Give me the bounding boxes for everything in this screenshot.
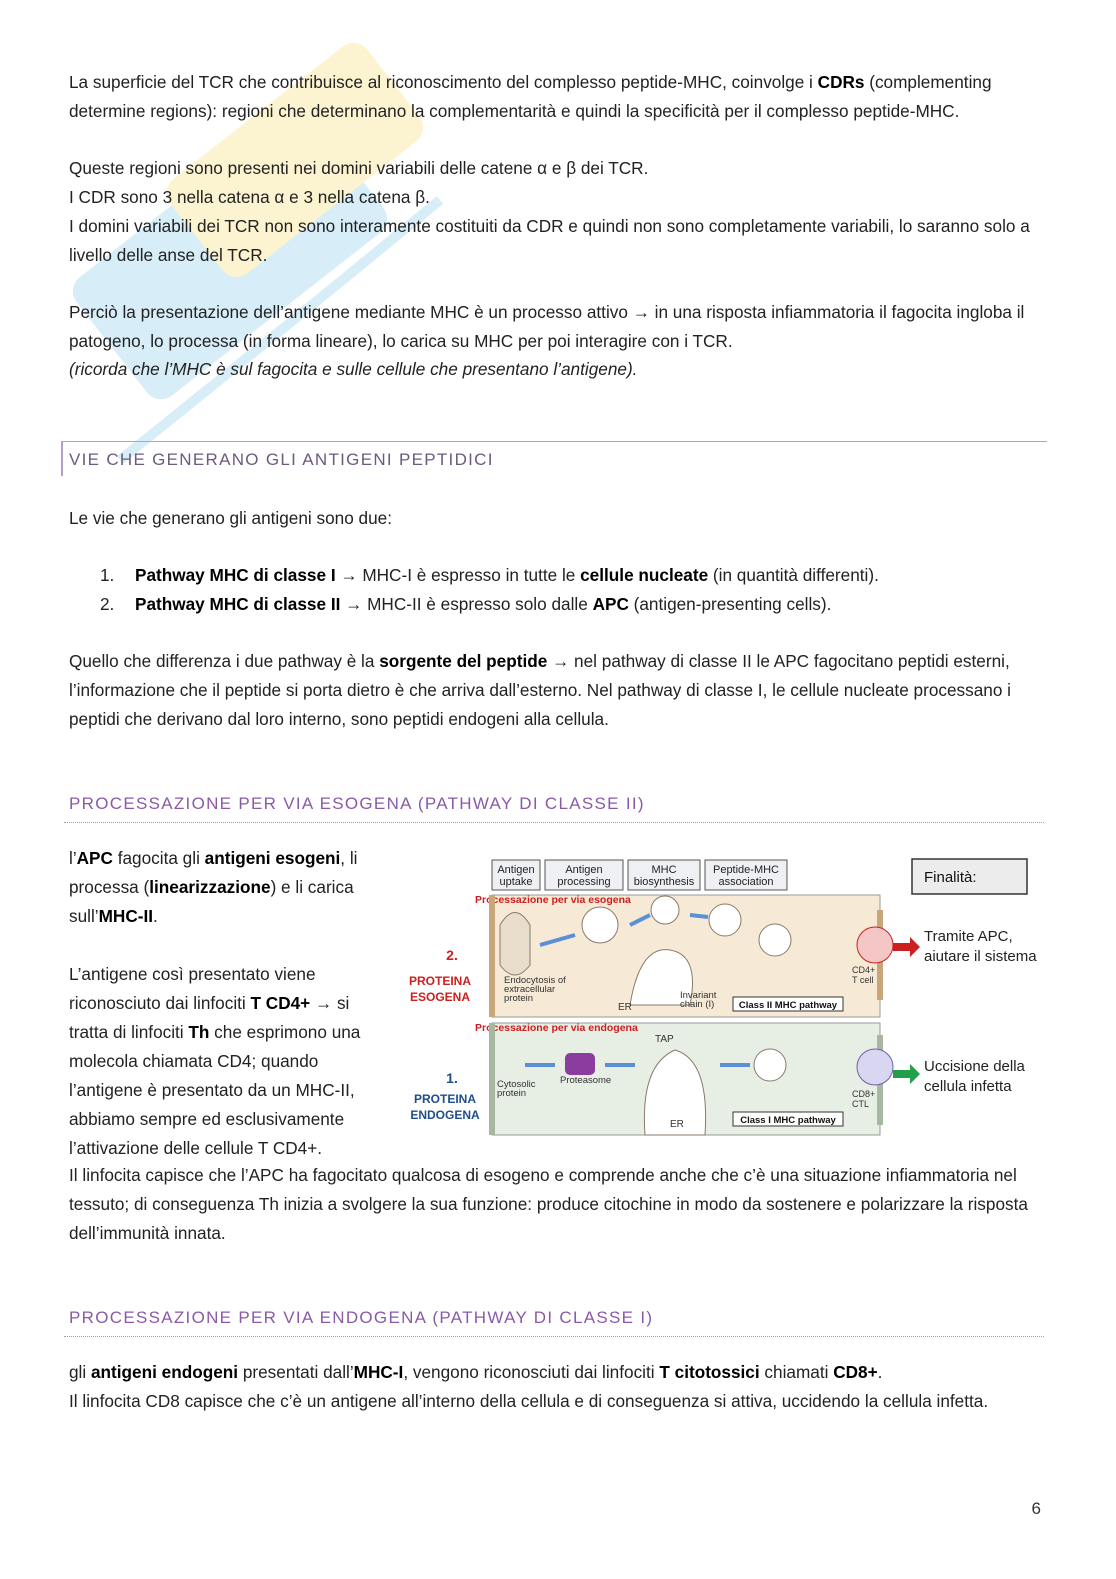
endocytosis-label-b: extracellular [504,984,556,995]
class1-label: Class I MHC pathway [740,1115,836,1126]
proteasome-shape [565,1053,595,1075]
step-1-label: PROTEINA [413,1092,477,1106]
result-1-line-1: Tramite APC, [924,928,1013,945]
class2-label: Class II MHC pathway [738,1000,838,1011]
finalita-label: Finalità: [924,869,977,886]
invariant-label-b: chain (I) [680,999,715,1010]
er-label-top: ER [618,1002,632,1013]
cytosolic-label: Cytosolic [497,1079,536,1090]
intro-paragraph-regions: Queste regioni sono presenti nei domini variabili delle catene α e β dei TCR. [69,158,649,178]
svg-text:processing: processing [557,876,611,888]
step-2-number: 2. [446,947,458,963]
er-label-bottom: ER [670,1119,684,1130]
endocytosis-label-c: protein [504,993,534,1004]
list-item: 1. Pathway MHC di classe I → MHC-I è espresso in tutte le cellule nucleate (in quantità differenti). [100,565,879,585]
step-1-number: 1. [446,1070,458,1086]
intro-paragraph-variable-domains: I domini variabili dei TCR non sono interamente costituiti da CDR e quindi non sono completamente variabili, lo saranno solo a livello delle anse del TCR. [69,216,1030,265]
section-heading-endogena: PROCESSAZIONE PER VIA ENDOGENA (PATHWAY DI CLASSE I) [69,1308,654,1327]
result-2-line-2: cellula infetta [924,1078,1012,1095]
endogena-paragraph-1: gli antigeni endogeni presentati dall’MHC-I, vengono riconosciuti dai linfociti T citotossici chiamati CD8+. [69,1362,883,1382]
esogena-paragraph-1: l’APC fagocita gli antigeni esogeni, li processa (linearizzazione) e li carica sull’MHC-II. [69,848,358,926]
svg-text:biosynthesis: biosynthesis [633,876,695,888]
esogena-after-paragraph: Il linfocita capisce che l’APC ha fagocitato qualcosa di esogeno e comprende anche che c’è una situazione infiammatoria nel tessuto; di conseguenza Th inizia a svolgere la sua funzione: produce citochine in modo da sostenere e polarizzare la risposta dell’immunità innata. [69,1165,1028,1243]
cd4-t-cell [857,927,893,963]
svg-text:Peptide-MHC: Peptide-MHC [712,864,780,876]
cd8-label: CD8+ [852,1089,876,1099]
mhc-pathways-figure [400,855,1060,1140]
section-heading-esogena: PROCESSAZIONE PER VIA ESOGENA (PATHWAY DI CLASSE II) [69,794,645,813]
section1-lead: Le vie che generano gli antigeni sono due: [69,508,392,528]
result-2-line-1: Uccisione della [924,1058,1025,1075]
svg-text:uptake: uptake [499,876,533,888]
intro-paragraph-presentation: Perciò la presentazione dell’antigene mediante MHC è un processo attivo → in una risposta infiammatoria il fagocita ingloba il patogeno, lo processa (in forma lineare), lo carica su MHC per poi interagire con i TCR. [69,302,1025,351]
intro-note: (ricorda che l’MHC è sul fagocita e sulle cellule che presentano l’antigene). [69,359,638,379]
endogenous-title: Processazione per via endogena [475,1022,638,1034]
endocytosis-label: Endocytosis of [504,975,566,986]
cytosolic-label-b: protein [497,1088,527,1099]
figure-tabs [492,860,787,890]
invariant-label: Invariant [680,990,717,1001]
step-1-label-b: ENDOGENA [410,1108,480,1122]
cd4-label-b: T cell [852,975,874,985]
proteasome-label: Proteasome [560,1075,612,1086]
intro-paragraph-cdr-count: I CDR sono 3 nella catena α e 3 nella catena β. [69,187,430,207]
tap-label: TAP [655,1034,674,1045]
svg-text:Antigen: Antigen [497,864,535,876]
cd8-label-b: CTL [852,1099,870,1109]
divider [64,822,1044,823]
endogena-paragraph-2: Il linfocita CD8 capisce che c’è un antigene all’interno della cellula e di conseguenza si attiva, uccidendo la cellula infetta. [69,1391,989,1411]
endosome-shape [500,913,530,976]
esogena-text-column [69,844,389,1163]
cd4-label: CD4+ [852,965,876,975]
svg-text:MHC: MHC [651,864,677,876]
list-item: 2. Pathway MHC di classe II → MHC-II è espresso solo dalle APC (antigen-presenting cells). [100,594,832,614]
green-arrow-icon [893,1064,920,1084]
step-2-label-b: ESOGENA [409,990,471,1004]
cd8-ctl-cell [857,1049,893,1085]
svg-text:Antigen: Antigen [565,864,603,876]
section1-difference: Quello che differenza i due pathway è la sorgente del peptide → nel pathway di classe II le APC fagocitano peptidi esterni, l’informazione che il peptide si porta dietro è che arriva dall’esterno. Nel pathway di classe I, le cellule nucleate processano i peptidi che derivano dal loro interno, sono peptidi endogeni alla cellula. [69,651,1011,729]
divider [64,1336,1044,1337]
svg-text:association: association [718,876,774,888]
step-2-label: PROTEINA [408,974,472,988]
result-1-line-2: aiutare il sistema [924,948,1037,965]
exogenous-title: Processazione per via esogena [475,894,631,906]
intro-paragraph-cdr: La superficie del TCR che contribuisce al riconoscimento del complesso peptide-MHC, coinvolge i CDRs (complementing determine regions): regioni che determinano la complementarità e quindi la specificità per il complesso peptide-MHC. [69,72,992,121]
pathway-list [100,561,879,619]
esogena-paragraph-2: L’antigene così presentato viene riconosciuto dai linfociti T CD4+ → si tratta di linfociti Th che esprimono una molecola chiamata CD4; quando l’antigene è presentato da un MHC-II, abbiamo sempre ed esclusivamente l’attivazione delle cellule T CD4+. [69,964,361,1158]
section-heading-vie: VIE CHE GENERANO GLI ANTIGENI PEPTIDICI [69,450,494,469]
page-number: 6 [1031,1499,1041,1518]
red-arrow-icon [893,937,920,957]
